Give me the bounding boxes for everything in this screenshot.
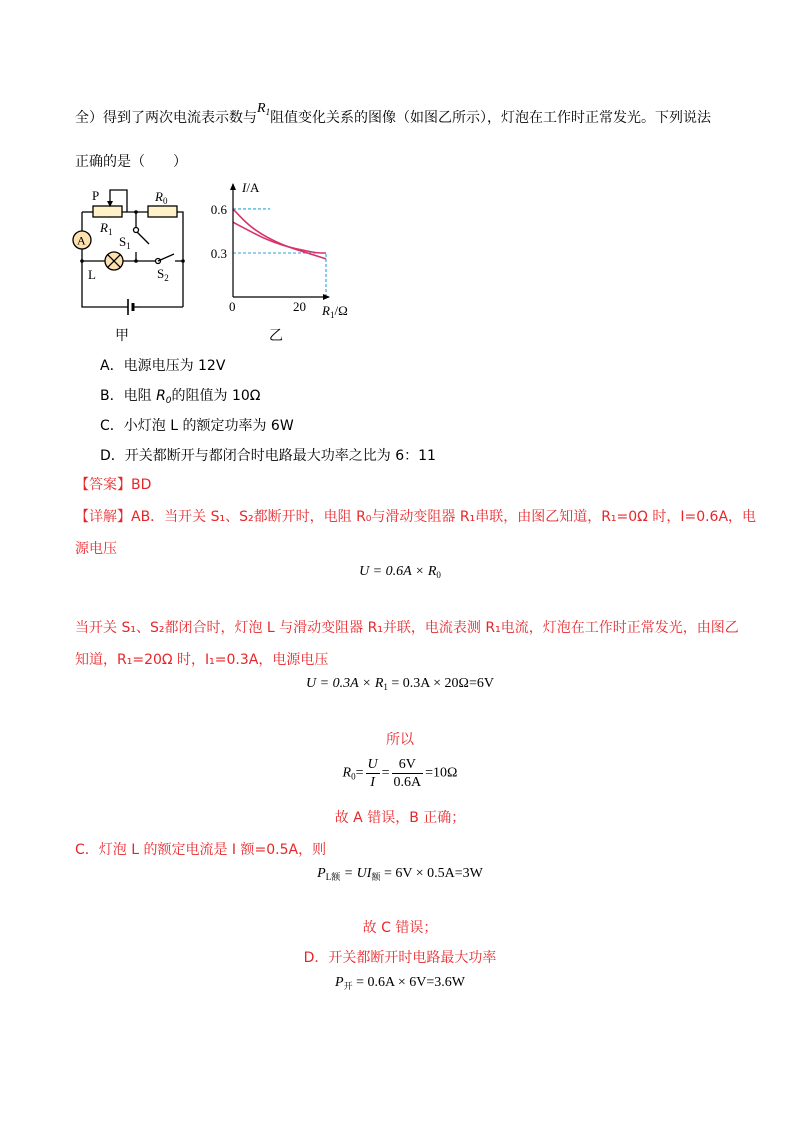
fraction-denominator: 0.6A — [393, 775, 422, 790]
detail-d-line: D．开关都断开时电路最大功率 — [303, 950, 497, 966]
equation-3 — [0, 756, 800, 791]
answer-value: BD — [131, 477, 152, 493]
option-text: 电阻 — [123, 388, 157, 404]
current-resistance-graph — [205, 178, 365, 323]
eq2-main: U = 0.3A × R — [306, 676, 384, 691]
r-letter: R — [156, 388, 166, 404]
eq2-subscript: 1 — [383, 682, 388, 692]
detail-closed-line-1: 当开关 S₁、S₂都闭合时，灯泡 L 与滑动变阻器 R₁并联，电流表测 R₁电流，灯泡在工作时正常发光，由图乙 — [75, 620, 739, 636]
option-letter: B． — [100, 388, 124, 404]
node — [134, 259, 138, 263]
rheostat-r1 — [93, 206, 122, 217]
eq5-lhs: P — [335, 975, 344, 990]
eq5-rhs: = 0.6A × 6V=3.6W — [352, 975, 465, 990]
detail-text: AB．当开关 S₁、S₂都断开时，电阻 R₀与滑动变阻器 R₁串联，由图乙知道，R₁=0Ω 时，I=0.6A，电 — [131, 509, 757, 525]
circuit-caption: 甲 — [115, 328, 129, 344]
fraction-numerator: U — [367, 757, 378, 772]
option-letter: A． — [100, 358, 124, 374]
option-text: 的阻值为 10Ω — [171, 388, 261, 404]
graph-caption: 乙 — [269, 328, 283, 344]
label-r0: $R_0$ — [155, 189, 168, 206]
option-b — [100, 386, 261, 411]
r0-symbol — [156, 388, 171, 404]
option-letter: C． — [100, 418, 124, 434]
r1-symbol — [257, 101, 270, 116]
option-text: 小灯泡 L 的额定功率为 6W — [123, 418, 294, 434]
detail-c-line: C．灯泡 L 的额定电流是 I 额=0.5A，则 — [75, 842, 327, 858]
fraction-numerator: 6V — [392, 756, 424, 774]
eq1-subscript: 0 — [436, 570, 441, 580]
equation-5 — [0, 975, 800, 992]
option-d — [100, 446, 436, 466]
node — [80, 259, 84, 263]
switch-s2-blade — [158, 254, 174, 261]
option-text: 电源电压为 12V — [123, 358, 226, 374]
switch-s1-contact — [134, 228, 139, 233]
question-text-part: 阻值变化关系的图像（如图乙所示），灯泡在工作时正常发光。下列说法 — [270, 110, 712, 126]
option-c — [100, 416, 294, 436]
x-tick-20: 20 — [293, 299, 306, 314]
eq4-lhs: P — [317, 866, 326, 881]
r-subscript: 0 — [165, 396, 172, 406]
x-axis-label: $R_1/\Omega$ — [322, 303, 348, 320]
resistor-r0 — [148, 206, 177, 217]
eq3-lhs-subscript: 0 — [351, 771, 356, 782]
fraction-denominator: I — [370, 775, 375, 790]
eq4-lhs-subscript: L额 — [325, 872, 341, 882]
y-tick-0.3: 0.3 — [210, 246, 227, 261]
origin-label: 0 — [229, 299, 236, 314]
eq3-rhs: =10Ω — [425, 765, 458, 781]
y-axis-label: I/A — [242, 180, 260, 195]
detail-label: 【详解】 — [75, 509, 131, 525]
equation-2 — [0, 676, 800, 692]
ammeter-label: A — [77, 233, 86, 248]
node — [134, 210, 138, 214]
series-curve-1 — [233, 222, 326, 253]
c-conclusion: 故 C 错误； — [362, 920, 438, 936]
label-l: L — [88, 267, 96, 282]
switch-s1-blade — [137, 232, 149, 244]
fraction-u-over-i — [366, 756, 380, 791]
eq3-equals: = — [355, 765, 364, 781]
answer-line — [75, 475, 151, 495]
label-p: P — [92, 188, 100, 203]
equation-1 — [0, 564, 800, 580]
circuit-diagram — [70, 180, 200, 340]
equation-4 — [0, 866, 800, 883]
eq4-subscript: 额 — [371, 872, 381, 882]
label-r1: $R_1$ — [100, 220, 113, 237]
y-tick-0.6: 0.6 — [210, 202, 227, 217]
detail-ab-line-1 — [75, 507, 756, 527]
eq4-rest: = 6V × 0.5A=3W — [380, 866, 483, 881]
r1-subscript: 1 — [265, 107, 271, 117]
suoyi-text: 所以 — [386, 732, 414, 748]
ab-conclusion: 故 A 错误，B 正确； — [334, 810, 466, 826]
eq3-equals: = — [381, 765, 390, 781]
detail-closed-line-2: 知道，R₁=20Ω 时，I₁=0.3A，电源电压 — [75, 652, 329, 668]
node — [181, 259, 185, 263]
fraction-6v-over-06a — [392, 756, 424, 791]
label-s1: $S_1$ — [119, 234, 131, 251]
option-a — [100, 356, 225, 376]
eq1-main: U = 0.6A × R — [359, 564, 437, 579]
question-line-1 — [75, 101, 712, 132]
question-text-part: 全）得到了两次电流表示数与 — [75, 110, 257, 126]
eq3-lhs: R — [342, 765, 352, 781]
r1-letter: R — [257, 101, 266, 116]
eq5-lhs-subscript: 开 — [343, 981, 353, 991]
eq4-main: = UI — [340, 866, 372, 881]
question-line-2: 正确的是（ ） — [75, 154, 187, 170]
eq2-rest: = 0.3A × 20Ω=6V — [387, 676, 494, 691]
detail-ab-line-2: 源电压 — [75, 541, 117, 557]
label-s2: $S_2$ — [157, 266, 169, 283]
option-text: 开关都断开与都闭合时电路最大功率之比为 6：11 — [124, 448, 436, 464]
answer-label: 【答案】 — [75, 477, 131, 493]
option-letter: D． — [100, 448, 125, 464]
